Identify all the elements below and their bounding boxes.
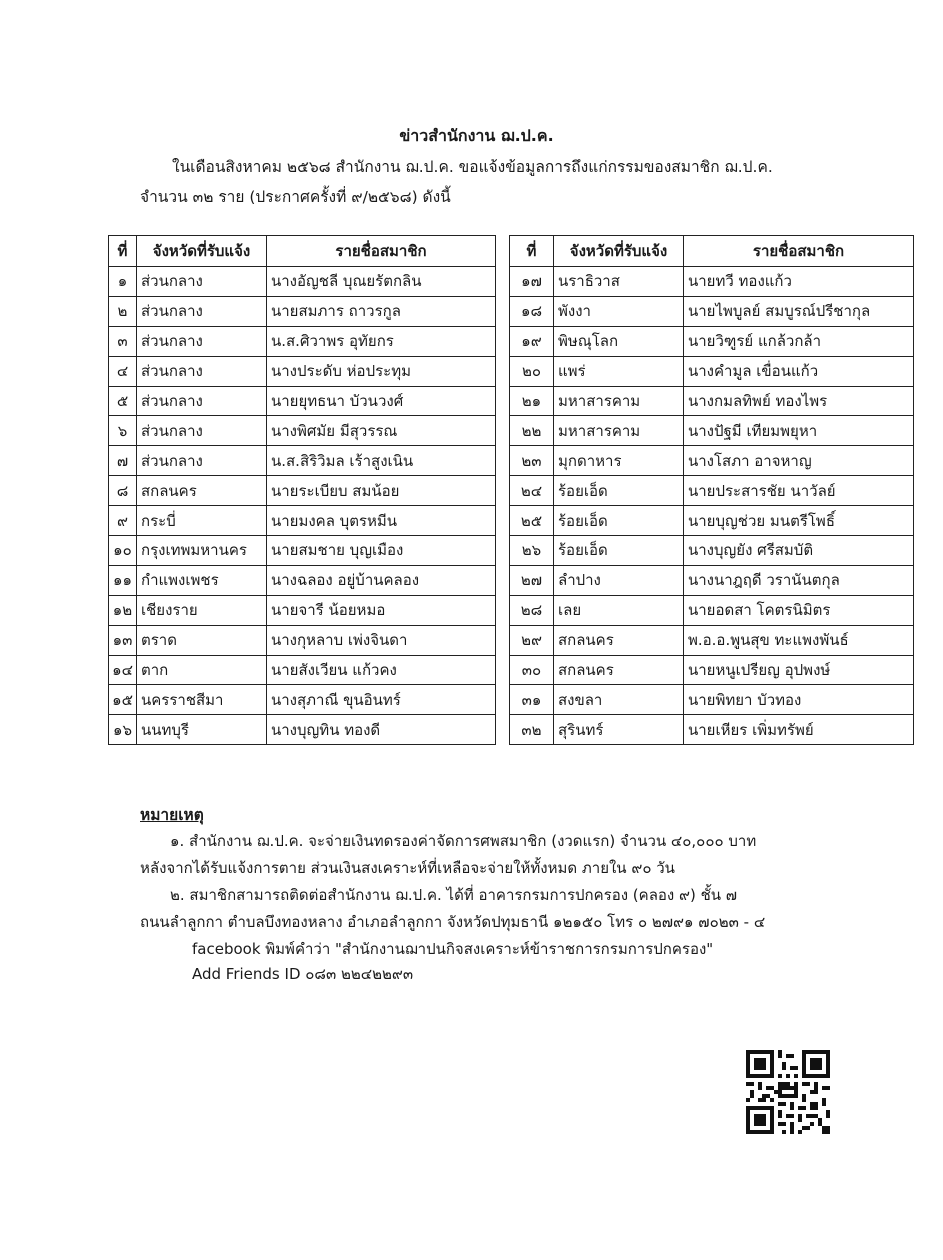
- member-name: นายมงคล บุตรหมีน: [267, 506, 496, 536]
- member-province: สกลนคร: [137, 476, 267, 506]
- member-no: ๓: [109, 326, 137, 356]
- header-province: จังหวัดที่รับแจ้ง: [554, 236, 684, 267]
- table-row: [109, 296, 496, 326]
- table-row: [109, 595, 496, 625]
- notes-title: หมายเหตุ: [140, 806, 204, 824]
- member-province: ส่วนกลาง: [137, 326, 267, 356]
- member-province: ตาก: [137, 655, 267, 685]
- member-province: มุกดาหาร: [554, 446, 684, 476]
- member-province: แพร่: [554, 356, 684, 386]
- member-province: ส่วนกลาง: [137, 267, 267, 297]
- table-row: [109, 536, 496, 566]
- member-name: นายทวี ทองแก้ว: [684, 267, 914, 297]
- header-no: ที่: [109, 236, 137, 267]
- table-row: [109, 267, 496, 297]
- header-name: รายชื่อสมาชิก: [267, 236, 496, 267]
- member-no: ๒๓: [510, 446, 554, 476]
- member-province: กรุงเทพมหานคร: [137, 536, 267, 566]
- member-province: กระบี่: [137, 506, 267, 536]
- member-no: ๒๗: [510, 565, 554, 595]
- member-province: นนทบุรี: [137, 715, 267, 745]
- member-province: มหาสารคาม: [554, 416, 684, 446]
- member-province: ร้อยเอ็ด: [554, 536, 684, 566]
- member-no: ๑๗: [510, 267, 554, 297]
- member-no: ๑๘: [510, 296, 554, 326]
- member-province: สงขลา: [554, 685, 684, 715]
- member-name: นายประสารชัย นาวัลย์: [684, 476, 914, 506]
- member-name: นางพิศมัย มีสุวรรณ: [267, 416, 496, 446]
- member-name: นางโสภา อาจหาญ: [684, 446, 914, 476]
- member-no: ๒๘: [510, 595, 554, 625]
- member-name: นายหนูเปรียญ อุปพงษ์: [684, 655, 914, 685]
- table-header-row: [510, 236, 914, 267]
- members-table-right: [509, 235, 914, 745]
- member-name: นางบุญยัง ศรีสมบัติ: [684, 536, 914, 566]
- line-id[interactable]: Add Friends ID ๐๘๓ ๒๒๔๒๒๙๓: [192, 965, 414, 983]
- member-no: ๒๖: [510, 536, 554, 566]
- member-name: นายพิทยา บัวทอง: [684, 685, 914, 715]
- member-no: ๓๐: [510, 655, 554, 685]
- member-no: ๒: [109, 296, 137, 326]
- table-row: [109, 625, 496, 655]
- member-province: กำแพงเพชร: [137, 565, 267, 595]
- member-no: ๓๒: [510, 715, 554, 745]
- member-name: นายวิฑูรย์ แกล้วกล้า: [684, 326, 914, 356]
- table-row: [109, 565, 496, 595]
- member-name: นางกุหลาบ เพ่งจินดา: [267, 625, 496, 655]
- table-row: [510, 446, 914, 476]
- member-no: ๓๑: [510, 685, 554, 715]
- member-name: นางบุญทิน ทองดี: [267, 715, 496, 745]
- member-province: นครราชสีมา: [137, 685, 267, 715]
- member-no: ๑: [109, 267, 137, 297]
- member-no: ๒๐: [510, 356, 554, 386]
- table-row: [510, 356, 914, 386]
- note-line-3: ๒. สมาชิกสามารถติดต่อสำนักงาน ฌ.ป.ค. ได้ที่ อาคารกรมการปกครอง (คลอง ๙) ชั้น ๗: [170, 886, 738, 904]
- member-province: เชียงราย: [137, 595, 267, 625]
- table-row: [109, 476, 496, 506]
- table-row: [109, 446, 496, 476]
- table-row: [510, 326, 914, 356]
- member-no: ๒๑: [510, 386, 554, 416]
- member-name: นางนาฎฤดี วรานันตกุล: [684, 565, 914, 595]
- member-no: ๑๖: [109, 715, 137, 745]
- header-name: รายชื่อสมาชิก: [684, 236, 914, 267]
- table-row: [510, 565, 914, 595]
- table-row: [109, 386, 496, 416]
- member-name: นายจารี น้อยหมอ: [267, 595, 496, 625]
- table-row: [510, 267, 914, 297]
- page-title: ข่าวสำนักงาน ฌ.ป.ค.: [399, 126, 554, 145]
- intro-line-2: จำนวน ๓๒ ราย (ประกาศครั้งที่ ๙/๒๕๖๘) ดังนี้: [140, 188, 451, 206]
- member-province: สกลนคร: [554, 655, 684, 685]
- table-row: [510, 715, 914, 745]
- member-no: ๑๒: [109, 595, 137, 625]
- intro-line-1: ในเดือนสิงหาคม ๒๕๖๘ สำนักงาน ฌ.ป.ค. ขอแจ้งข้อมูลการถึงแก่กรรมของสมาชิก ฌ.ป.ค.: [172, 158, 773, 176]
- member-province: สุรินทร์: [554, 715, 684, 745]
- note-line-1: ๑. สำนักงาน ฌ.ป.ค. จะจ่ายเงินทดรองค่าจัดการศพสมาชิก (งวดแรก) จำนวน ๔๐,๐๐๐ บาท: [170, 832, 757, 850]
- member-no: ๔: [109, 356, 137, 386]
- member-province: เลย: [554, 595, 684, 625]
- table-row: [510, 296, 914, 326]
- table-row: [510, 476, 914, 506]
- member-province: พิษณุโลก: [554, 326, 684, 356]
- member-province: พังงา: [554, 296, 684, 326]
- member-no: ๒๒: [510, 416, 554, 446]
- table-header-row: [109, 236, 496, 267]
- member-name: นางประดับ ห่อประทุม: [267, 356, 496, 386]
- table-row: [109, 326, 496, 356]
- member-no: ๙: [109, 506, 137, 536]
- members-table-left: [108, 235, 496, 745]
- member-name: นางฉลอง อยู่บ้านคลอง: [267, 565, 496, 595]
- member-name: นางอัญชลี บุณยรัตกลิน: [267, 267, 496, 297]
- member-province: ร้อยเอ็ด: [554, 476, 684, 506]
- member-name: นายสมชาย บุญเมือง: [267, 536, 496, 566]
- table-row: [510, 655, 914, 685]
- member-province: มหาสารคาม: [554, 386, 684, 416]
- member-name: นายไพบูลย์ สมบูรณ์ปรีชากุล: [684, 296, 914, 326]
- member-no: ๑๙: [510, 326, 554, 356]
- member-name: นายเหียร เพิ่มทรัพย์: [684, 715, 914, 745]
- member-name: นางสุภาณี ขุนอินทร์: [267, 685, 496, 715]
- member-no: ๑๕: [109, 685, 137, 715]
- table-row: [109, 715, 496, 745]
- member-no: ๑๔: [109, 655, 137, 685]
- member-province: ส่วนกลาง: [137, 296, 267, 326]
- member-name: พ.อ.อ.พูนสุข ทะแพงพันธ์: [684, 625, 914, 655]
- table-row: [510, 416, 914, 446]
- member-no: ๑๐: [109, 536, 137, 566]
- header-province: จังหวัดที่รับแจ้ง: [137, 236, 267, 267]
- table-row: [510, 386, 914, 416]
- member-province: นราธิวาส: [554, 267, 684, 297]
- member-no: ๒๙: [510, 625, 554, 655]
- member-no: ๘: [109, 476, 137, 506]
- member-no: ๒๕: [510, 506, 554, 536]
- member-name: นายสมภาร ถาวรกูล: [267, 296, 496, 326]
- header-no: ที่: [510, 236, 554, 267]
- member-no: ๗: [109, 446, 137, 476]
- member-province: ส่วนกลาง: [137, 446, 267, 476]
- member-no: ๒๔: [510, 476, 554, 506]
- member-name: นายอดสา โคตรนิมิตร: [684, 595, 914, 625]
- member-province: ส่วนกลาง: [137, 386, 267, 416]
- member-province: สกลนคร: [554, 625, 684, 655]
- member-no: ๕: [109, 386, 137, 416]
- table-row: [109, 506, 496, 536]
- member-name: นายยุทธนา บัวนวงศ์: [267, 386, 496, 416]
- table-row: [510, 595, 914, 625]
- facebook-line[interactable]: facebook พิมพ์คำว่า "สำนักงานฌาปนกิจสงเคราะห์ข้าราชการกรมการปกครอง": [192, 940, 714, 958]
- note-line-4: ถนนลำลูกกา ตำบลบึงทองหลาง อำเภอลำลูกกา จังหวัดปทุมธานี ๑๒๑๕๐ โทร ๐ ๒๗๙๑ ๗๐๒๓ - ๔: [140, 913, 766, 931]
- member-no: ๑๑: [109, 565, 137, 595]
- member-name: นางปัฐมี เทียมพยุหา: [684, 416, 914, 446]
- table-row: [510, 625, 914, 655]
- note-line-2: หลังจากได้รับแจ้งการตาย ส่วนเงินสงเคราะห์ที่เหลือจะจ่ายให้ทั้งหมด ภายใน ๙๐ วัน: [140, 859, 675, 877]
- member-province: ลำปาง: [554, 565, 684, 595]
- member-no: ๑๓: [109, 625, 137, 655]
- table-row: [109, 655, 496, 685]
- table-row: [109, 416, 496, 446]
- member-province: ส่วนกลาง: [137, 416, 267, 446]
- table-row: [109, 356, 496, 386]
- qr-code-icon[interactable]: [746, 1050, 830, 1134]
- table-row: [510, 536, 914, 566]
- member-province: ส่วนกลาง: [137, 356, 267, 386]
- table-row: [510, 506, 914, 536]
- table-row: [109, 685, 496, 715]
- member-name: นางคำมูล เขื่อนแก้ว: [684, 356, 914, 386]
- member-name: น.ส.ศิวาพร อุทัยกร: [267, 326, 496, 356]
- member-name: นางกมลทิพย์ ทองไพร: [684, 386, 914, 416]
- member-name: นายสังเวียน แก้วคง: [267, 655, 496, 685]
- member-name: น.ส.สิริวิมล เร้าสูงเนิน: [267, 446, 496, 476]
- member-name: นายบุญช่วย มนตรีโพธิ์: [684, 506, 914, 536]
- member-province: ตราด: [137, 625, 267, 655]
- member-no: ๖: [109, 416, 137, 446]
- member-province: ร้อยเอ็ด: [554, 506, 684, 536]
- member-name: นายระเบียบ สมน้อย: [267, 476, 496, 506]
- table-row: [510, 685, 914, 715]
